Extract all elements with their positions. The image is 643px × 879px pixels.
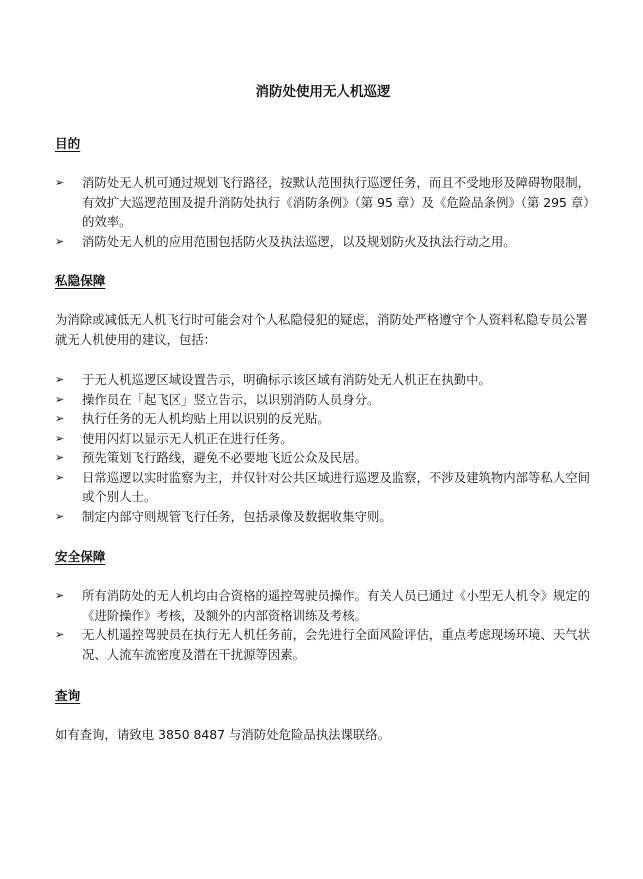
list-item-text: 日常巡逻以实时监察为主，并仅针对公共区域进行巡逻及监察，不涉及建筑物内部等私人空间或个别人士。 bbox=[82, 469, 591, 504]
list-item bbox=[55, 429, 591, 449]
enquiry-text: 如有查询，请致电 3850 8487 与消防处危险品执法课联络。 bbox=[55, 727, 391, 742]
privacy-intro: 为消除或减低无人机飞行时可能会对个人私隐侵犯的疑虑，消防处严格遵守个人资料私隐专员公署就无人机使用的建议，包括： bbox=[55, 312, 588, 347]
arrow-bullet-icon: ➢ bbox=[55, 509, 65, 523]
safety-list bbox=[55, 586, 591, 664]
list-item-text: 无人机遥控驾驶员在执行无人机任务前，会先进行全面风险评估，重点考虑现场环境、天气状况、人流车流密度及潜在干扰源等因素。 bbox=[82, 627, 591, 662]
arrow-bullet-icon: ➢ bbox=[55, 234, 65, 248]
list-item bbox=[55, 586, 591, 625]
arrow-bullet-icon: ➢ bbox=[55, 431, 65, 445]
list-item bbox=[55, 625, 591, 664]
list-item bbox=[55, 468, 591, 507]
list-item bbox=[55, 507, 591, 527]
list-item bbox=[55, 390, 591, 410]
heading-privacy: 私隐保障 bbox=[55, 273, 106, 288]
list-item-text: 预先策划飞行路线，避免不必要地飞近公众及民居。 bbox=[82, 450, 367, 465]
arrow-bullet-icon: ➢ bbox=[55, 451, 65, 464]
heading-safety: 安全保障 bbox=[55, 549, 106, 564]
privacy-list bbox=[55, 370, 591, 526]
arrow-bullet-icon: ➢ bbox=[55, 589, 65, 602]
arrow-bullet-icon: ➢ bbox=[55, 373, 65, 386]
arrow-bullet-icon: ➢ bbox=[55, 392, 65, 406]
list-item-text: 于无人机巡逻区域设置告示，明确标示该区域有消防处无人机正在执勤中。 bbox=[82, 372, 491, 387]
arrow-bullet-icon: ➢ bbox=[55, 412, 65, 425]
list-item bbox=[55, 173, 591, 232]
heading-enquiry: 查询 bbox=[55, 688, 81, 703]
list-item-text: 执行任务的无人机均贴上用以识别的反光贴。 bbox=[82, 411, 330, 426]
arrow-bullet-icon: ➢ bbox=[55, 628, 65, 641]
list-item bbox=[55, 370, 591, 390]
list-item-text: 操作员在「起飞区」竖立告示，以识别消防人员身分。 bbox=[82, 391, 380, 407]
purpose-list bbox=[55, 173, 591, 251]
list-item bbox=[55, 232, 591, 252]
heading-purpose: 目的 bbox=[55, 136, 81, 151]
list-item-text: 所有消防处的无人机均由合资格的遥控驾驶员操作。有关人员已通过《小型无人机令》规定的《进阶操作》考核，及额外的内部资格训练及考核。 bbox=[82, 588, 591, 623]
list-item-text: 消防处无人机的应用范围包括防火及执法巡逻，以及规划防火及执法行动之用。 bbox=[82, 233, 516, 249]
list-item-text: 使用闪灯以显示无人机正在进行任务。 bbox=[82, 430, 293, 446]
list-item bbox=[55, 409, 591, 429]
list-item-text: 消防处无人机可通过规划飞行路径，按默认范围执行巡逻任务，而且不受地形及障碍物限制，有效扩大巡逻范围及提升消防处执行《消防条例》（第 95 章）及《危险品条例》（第 295 章）的效率。 bbox=[82, 175, 591, 229]
list-item bbox=[55, 448, 591, 468]
page-title: 消防处使用无人机巡逻 bbox=[255, 84, 391, 100]
arrow-bullet-icon: ➢ bbox=[55, 176, 65, 189]
arrow-bullet-icon: ➢ bbox=[55, 470, 65, 484]
list-item-text: 制定内部守则规管飞行任务，包括录像及数据收集守则。 bbox=[82, 508, 392, 524]
